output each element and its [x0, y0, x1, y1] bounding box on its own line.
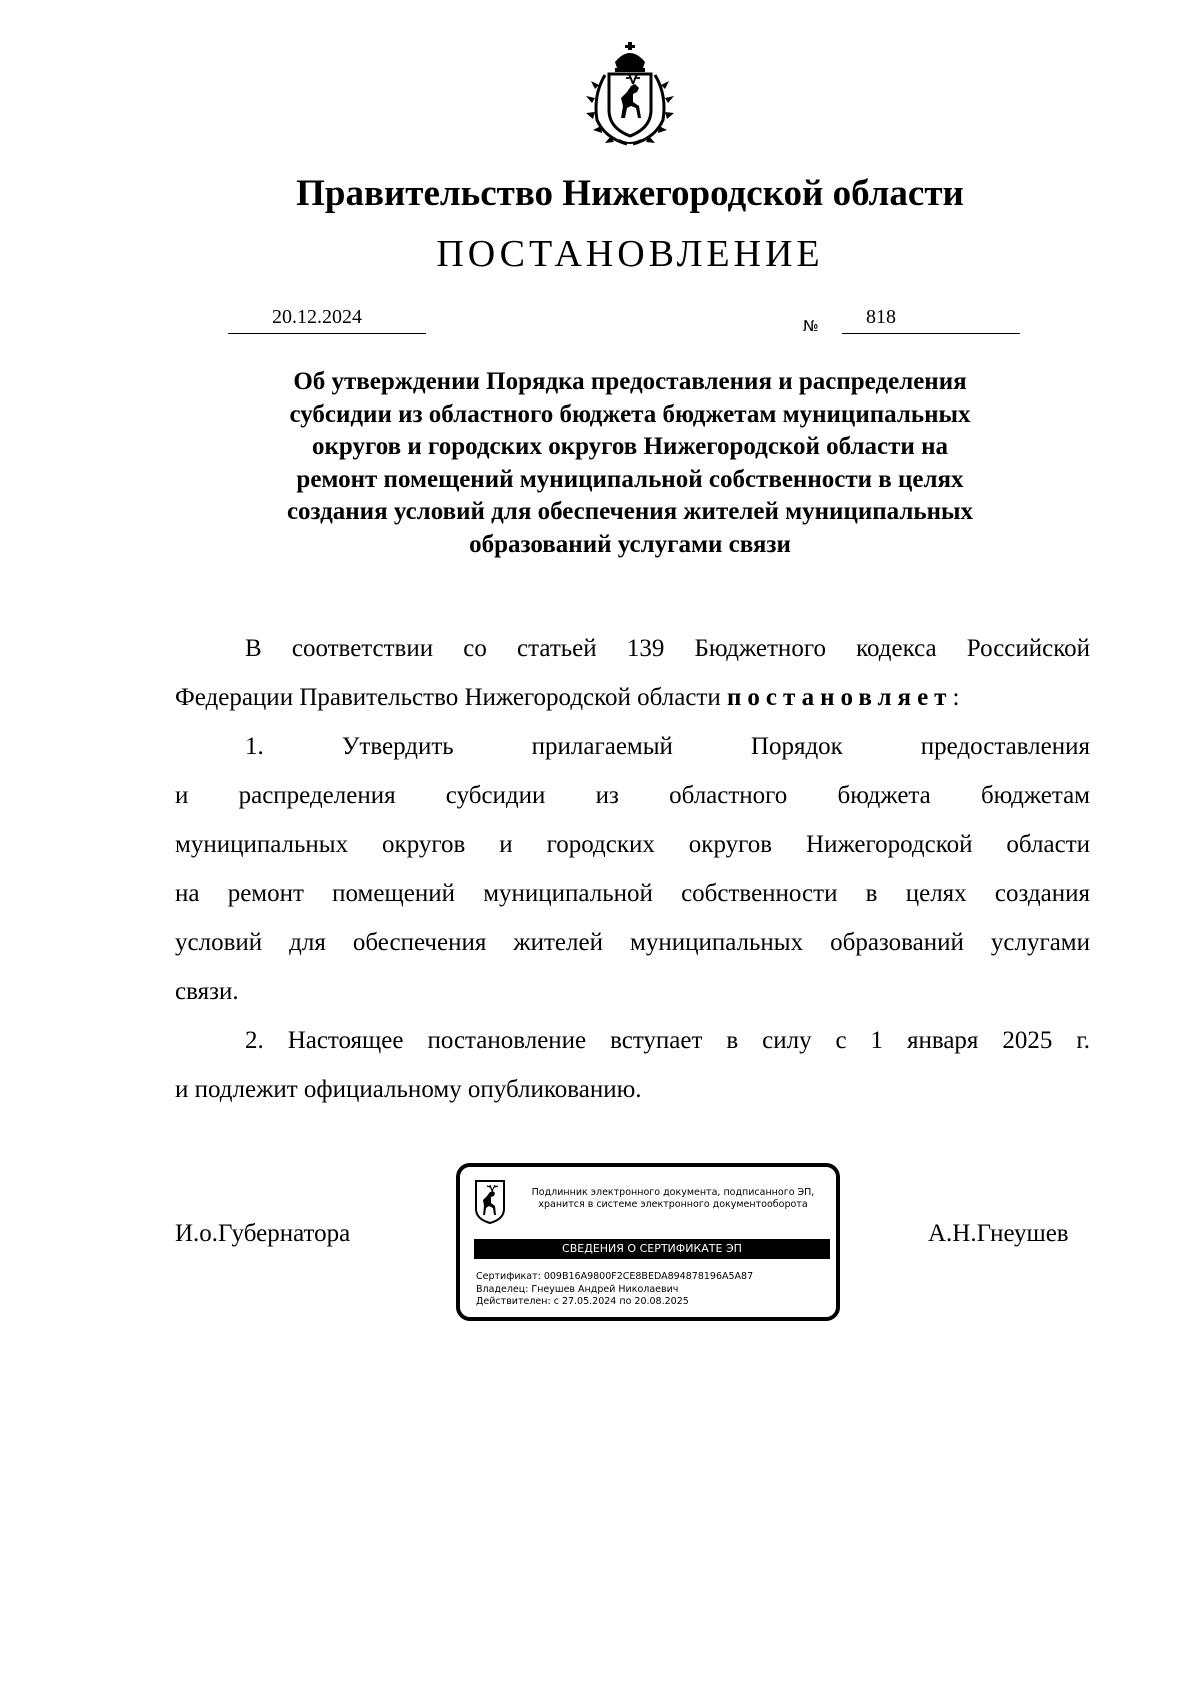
heading-line: Об утверждении Порядка предоставления и распределения: [293, 368, 967, 395]
document-heading: [220, 366, 1040, 561]
body-line: связи.: [175, 978, 239, 1005]
body-line: [175, 673, 1090, 722]
electronic-signature-stamp: [456, 1163, 840, 1321]
deer-emblem-icon: [474, 1179, 506, 1225]
heading-line: создания условий для обеспечения жителей муниципальных: [286, 498, 974, 525]
item-1-paragraph: [175, 722, 1090, 1016]
heading-line: ремонт помещений муниципальной собственности в целях: [296, 465, 964, 493]
document-type: ПОСТАНОВЛЕНИЕ: [436, 233, 824, 275]
item-2-paragraph: [175, 1016, 1090, 1114]
certificate-serial: Сертификат: 009B16A9800F2CE8BEDA894878196A5A87: [476, 1271, 754, 1282]
certificate-validity: Действителен: с 27.05.2024 по 20.08.2025: [476, 1296, 689, 1307]
government-title: Правительство Нижегородской области: [296, 173, 964, 214]
nizhny-novgorod-coat-of-arms-icon: [575, 40, 685, 150]
body-line: В соответствии со статьей 139 Бюджетного кодекса Российской: [245, 635, 1090, 662]
body-line: 1. Утвердить прилагаемый Порядок предоставления: [245, 733, 1090, 760]
heading-line: образований услугами связи: [469, 530, 791, 558]
intro-paragraph: [175, 624, 1090, 722]
date-field: [228, 303, 426, 334]
stamp-note-line: хранится в системе электронного документооборота: [538, 1199, 808, 1210]
certificate-owner: Владелец: Гнеушев Андрей Николаевич: [476, 1283, 679, 1295]
signer-name: А.Н.Гнеушев: [928, 1220, 1069, 1247]
body-line: условий для обеспечения жителей муниципальных образований услугами: [175, 929, 1090, 956]
decree-keyword: постановляет: [726, 684, 953, 711]
document-body: [175, 624, 1090, 1114]
certificate-title-bar: СВЕДЕНИЯ О СЕРТИФИКАТЕ ЭП: [474, 1239, 830, 1259]
certificate-details: [476, 1271, 826, 1309]
signer-role: И.о.Губернатора: [175, 1220, 351, 1247]
heading-line: субсидии из областного бюджета бюджетам муниципальных: [289, 400, 971, 428]
number-sign: №: [803, 317, 819, 335]
intro-text: Федерации Правительство Нижегородской области: [175, 684, 721, 711]
stamp-note: [514, 1187, 832, 1211]
body-line: и подлежит официальному опубликованию.: [175, 1076, 642, 1103]
document-date: 20.12.2024: [272, 306, 362, 328]
intro-colon: :: [952, 684, 960, 711]
body-line: и распределения субсидии из областного бюджета бюджетам: [175, 782, 1090, 809]
stamp-note-line: Подлинник электронного документа, подписанного ЭП,: [531, 1187, 815, 1198]
document-number: 818: [866, 306, 896, 328]
number-field: [842, 303, 1020, 334]
heading-line: округов и городских округов Нижегородской области на: [311, 433, 948, 460]
body-line: 2. Настоящее постановление вступает в силу с 1 января 2025 г.: [245, 1027, 1090, 1054]
body-line: на ремонт помещений муниципальной собственности в целях создания: [175, 880, 1090, 907]
body-line: муниципальных округов и городских округов Нижегородской области: [175, 831, 1090, 858]
